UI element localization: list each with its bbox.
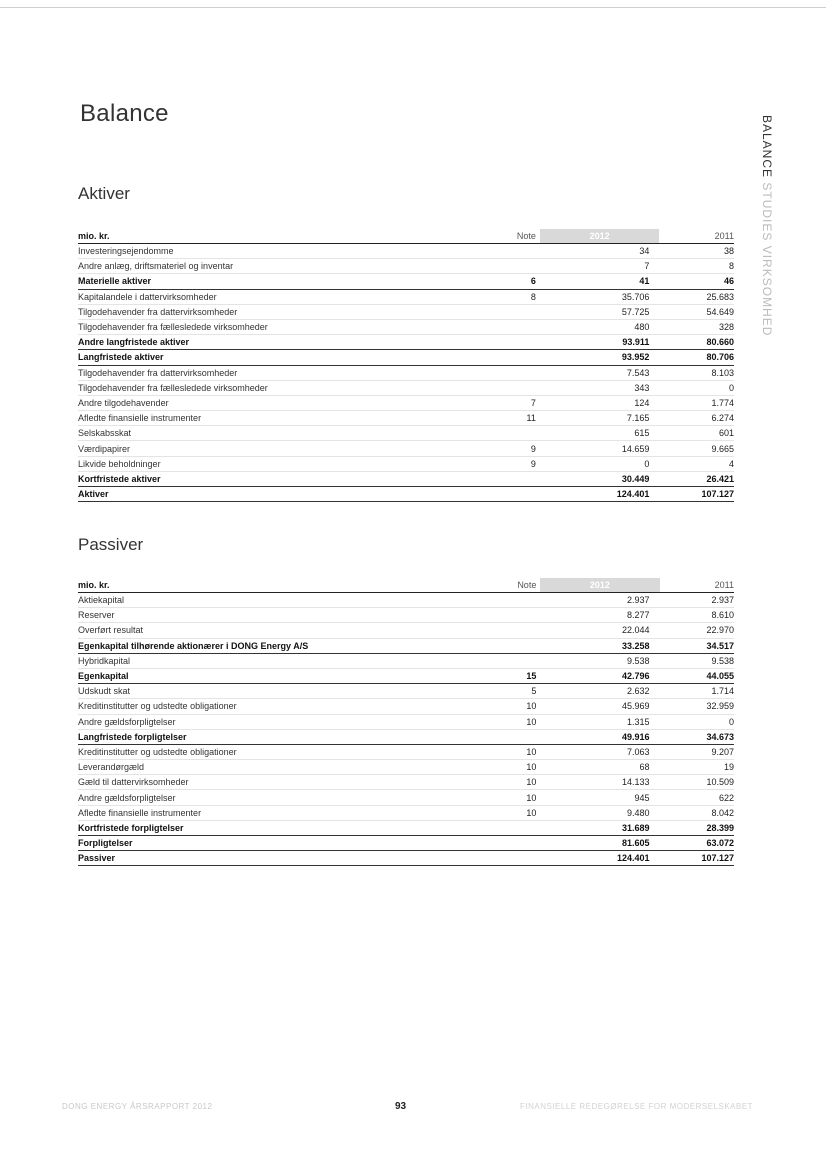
row-note xyxy=(493,653,540,668)
row-value-2011: 54.649 xyxy=(659,304,734,319)
row-value-2012: 33.258 xyxy=(540,638,659,653)
row-note: 7 xyxy=(493,395,540,410)
row-note: 10 xyxy=(493,775,540,790)
row-value-2011: 34.673 xyxy=(660,729,734,744)
row-note xyxy=(493,319,540,334)
row-value-2011: 8.610 xyxy=(660,608,734,623)
row-value-2011: 44.055 xyxy=(660,668,734,683)
row-value-2012: 14.133 xyxy=(540,775,659,790)
row-value-2011: 1.774 xyxy=(659,395,734,410)
row-note xyxy=(493,729,540,744)
row-value-2012: 30.449 xyxy=(540,471,659,486)
row-label: Tilgodehavender fra dattervirksomheder xyxy=(78,365,493,380)
row-value-2011: 80.706 xyxy=(659,350,734,365)
row-value-2011: 328 xyxy=(659,319,734,334)
table-row xyxy=(78,274,734,289)
page-number: 93 xyxy=(395,1101,407,1112)
table-row xyxy=(78,638,734,653)
aktiver-section-title: Aktiver xyxy=(78,184,130,203)
row-value-2012: 42.796 xyxy=(540,668,659,683)
row-label: Kapitalandele i dattervirksomheder xyxy=(78,289,493,304)
row-value-2012: 480 xyxy=(540,319,659,334)
row-label: Leverandørgæld xyxy=(78,760,493,775)
row-value-2012: 45.969 xyxy=(540,699,659,714)
footer-section-name: FINANSIELLE REDEGØRELSE FOR MODERSELSKABET xyxy=(520,1102,754,1111)
side-label-main: BALANCE xyxy=(760,115,774,179)
row-label: Kreditinstitutter og udstedte obligationer xyxy=(78,744,493,759)
row-note xyxy=(493,836,540,851)
row-label: Afledte finansielle instrumenter xyxy=(78,411,493,426)
table-row xyxy=(78,744,734,759)
row-note: 10 xyxy=(493,760,540,775)
row-value-2011: 107.127 xyxy=(660,851,734,866)
row-value-2012: 81.605 xyxy=(540,836,659,851)
row-note xyxy=(493,350,540,365)
row-value-2011: 80.660 xyxy=(659,335,734,350)
row-note: 15 xyxy=(493,668,540,683)
page-title: Balance xyxy=(80,100,169,127)
aktiver-header-note: Note xyxy=(493,229,540,244)
aktiver-header-unit: mio. kr. xyxy=(78,229,493,244)
row-value-2012: 49.916 xyxy=(540,729,659,744)
passiver-header-2012: 2012 xyxy=(540,578,659,593)
table-row xyxy=(78,319,734,334)
row-note: 10 xyxy=(493,699,540,714)
table-row xyxy=(78,259,734,274)
row-note: 6 xyxy=(493,274,540,289)
passiver-header-note: Note xyxy=(493,578,540,593)
row-label: Tilgodehavender fra dattervirksomheder xyxy=(78,304,493,319)
row-label: Langfristede aktiver xyxy=(78,350,493,365)
table-row xyxy=(78,441,734,456)
row-note xyxy=(493,365,540,380)
row-value-2012: 124.401 xyxy=(540,851,659,866)
side-label-muted: STUDIES VIRKSOMHED xyxy=(760,182,774,337)
table-row xyxy=(78,289,734,304)
row-label: Investeringsejendomme xyxy=(78,244,493,259)
row-note: 10 xyxy=(493,744,540,759)
table-row xyxy=(78,760,734,775)
row-value-2011: 2.937 xyxy=(660,593,734,608)
row-note: 8 xyxy=(493,289,540,304)
row-value-2012: 124.401 xyxy=(540,487,659,502)
row-note xyxy=(493,244,540,259)
table-row xyxy=(78,411,734,426)
row-value-2012: 57.725 xyxy=(540,304,659,319)
table-row xyxy=(78,380,734,395)
row-value-2011: 9.207 xyxy=(660,744,734,759)
row-label: Overført resultat xyxy=(78,623,493,638)
passiver-header-unit: mio. kr. xyxy=(78,578,493,593)
row-value-2012: 41 xyxy=(540,274,659,289)
row-label: Forpligtelser xyxy=(78,836,493,851)
row-label: Afledte finansielle instrumenter xyxy=(78,805,493,820)
table-row xyxy=(78,851,734,866)
row-note xyxy=(493,820,540,835)
table-row xyxy=(78,699,734,714)
row-note: 5 xyxy=(493,684,540,699)
table-row xyxy=(78,487,734,502)
table-row xyxy=(78,714,734,729)
row-value-2011: 622 xyxy=(660,790,734,805)
table-row xyxy=(78,729,734,744)
passiver-header-2011: 2011 xyxy=(660,578,734,593)
row-value-2011: 1.714 xyxy=(660,684,734,699)
row-label: Andre langfristede aktiver xyxy=(78,335,493,350)
row-value-2012: 1.315 xyxy=(540,714,659,729)
aktiver-header-row xyxy=(78,229,734,244)
row-value-2011: 4 xyxy=(659,456,734,471)
table-row xyxy=(78,653,734,668)
row-value-2012: 7.165 xyxy=(540,411,659,426)
table-row xyxy=(78,593,734,608)
row-value-2011: 38 xyxy=(659,244,734,259)
row-value-2012: 124 xyxy=(540,395,659,410)
table-row xyxy=(78,365,734,380)
row-value-2011: 8 xyxy=(659,259,734,274)
top-rule xyxy=(0,7,826,8)
row-value-2011: 32.959 xyxy=(660,699,734,714)
row-value-2012: 9.538 xyxy=(540,653,659,668)
row-value-2012: 7.063 xyxy=(540,744,659,759)
row-value-2011: 0 xyxy=(660,714,734,729)
table-row xyxy=(78,335,734,350)
row-label: Andre gældsforpligtelser xyxy=(78,790,493,805)
row-value-2011: 10.509 xyxy=(660,775,734,790)
row-value-2011: 22.970 xyxy=(660,623,734,638)
row-value-2012: 9.480 xyxy=(540,805,659,820)
row-value-2012: 31.689 xyxy=(540,820,659,835)
row-label: Aktiver xyxy=(78,487,493,502)
row-value-2012: 22.044 xyxy=(540,623,659,638)
row-value-2011: 25.683 xyxy=(659,289,734,304)
row-value-2011: 0 xyxy=(659,380,734,395)
row-value-2012: 945 xyxy=(540,790,659,805)
footer-report-name: DONG ENERGY ÅRSRAPPORT 2012 xyxy=(62,1102,213,1111)
row-note: 9 xyxy=(493,441,540,456)
row-label: Egenkapital xyxy=(78,668,493,683)
row-note xyxy=(493,608,540,623)
row-value-2012: 7.543 xyxy=(540,365,659,380)
row-value-2012: 93.911 xyxy=(540,335,659,350)
row-note: 9 xyxy=(493,456,540,471)
table-row xyxy=(78,775,734,790)
row-label: Reserver xyxy=(78,608,493,623)
table-row xyxy=(78,471,734,486)
row-note xyxy=(493,471,540,486)
side-section-label xyxy=(760,115,774,336)
table-row xyxy=(78,623,734,638)
table-row xyxy=(78,820,734,835)
row-label: Andre tilgodehavender xyxy=(78,395,493,410)
row-value-2012: 7 xyxy=(540,259,659,274)
row-value-2012: 343 xyxy=(540,380,659,395)
table-row xyxy=(78,608,734,623)
table-row xyxy=(78,836,734,851)
row-label: Selskabsskat xyxy=(78,426,493,441)
row-value-2011: 63.072 xyxy=(660,836,734,851)
table-row xyxy=(78,244,734,259)
row-label: Passiver xyxy=(78,851,493,866)
row-value-2011: 26.421 xyxy=(659,471,734,486)
row-label: Kortfristede aktiver xyxy=(78,471,493,486)
passiver-table xyxy=(78,578,734,866)
row-note xyxy=(493,380,540,395)
row-note xyxy=(493,851,540,866)
row-label: Kreditinstitutter og udstedte obligationer xyxy=(78,699,493,714)
row-note: 10 xyxy=(493,790,540,805)
row-value-2012: 0 xyxy=(540,456,659,471)
aktiver-table xyxy=(78,229,734,502)
row-label: Egenkapital tilhørende aktionærer i DONG Energy A/S xyxy=(78,638,493,653)
row-label: Udskudt skat xyxy=(78,684,493,699)
row-label: Langfristede forpligtelser xyxy=(78,729,493,744)
row-note: 10 xyxy=(493,714,540,729)
row-note xyxy=(493,593,540,608)
row-value-2011: 9.665 xyxy=(659,441,734,456)
row-note xyxy=(493,623,540,638)
table-row xyxy=(78,304,734,319)
row-value-2012: 14.659 xyxy=(540,441,659,456)
row-value-2011: 46 xyxy=(659,274,734,289)
table-row xyxy=(78,350,734,365)
row-label: Andre gældsforpligtelser xyxy=(78,714,493,729)
row-label: Værdipapirer xyxy=(78,441,493,456)
row-label: Materielle aktiver xyxy=(78,274,493,289)
table-row xyxy=(78,668,734,683)
row-value-2012: 93.952 xyxy=(540,350,659,365)
row-note: 10 xyxy=(493,805,540,820)
table-row xyxy=(78,456,734,471)
table-row xyxy=(78,426,734,441)
row-label: Gæld til dattervirksomheder xyxy=(78,775,493,790)
row-value-2012: 615 xyxy=(540,426,659,441)
table-row xyxy=(78,684,734,699)
row-label: Tilgodehavender fra fællesledede virksomheder xyxy=(78,380,493,395)
row-note: 11 xyxy=(493,411,540,426)
row-label: Hybridkapital xyxy=(78,653,493,668)
table-row xyxy=(78,805,734,820)
row-value-2012: 35.706 xyxy=(540,289,659,304)
table-row xyxy=(78,395,734,410)
passiver-section-title: Passiver xyxy=(78,535,144,554)
aktiver-header-2011: 2011 xyxy=(659,229,734,244)
row-label: Andre anlæg, driftsmateriel og inventar xyxy=(78,259,493,274)
row-value-2011: 28.399 xyxy=(660,820,734,835)
row-note xyxy=(493,259,540,274)
row-value-2011: 107.127 xyxy=(659,487,734,502)
row-label: Aktiekapital xyxy=(78,593,493,608)
row-value-2012: 2.937 xyxy=(540,593,659,608)
row-note xyxy=(493,335,540,350)
row-value-2011: 8.042 xyxy=(660,805,734,820)
row-value-2011: 34.517 xyxy=(660,638,734,653)
row-note xyxy=(493,487,540,502)
table-row xyxy=(78,790,734,805)
row-value-2011: 8.103 xyxy=(659,365,734,380)
row-value-2012: 68 xyxy=(540,760,659,775)
row-value-2011: 601 xyxy=(659,426,734,441)
row-label: Kortfristede forpligtelser xyxy=(78,820,493,835)
passiver-header-row xyxy=(78,578,734,593)
row-value-2012: 2.632 xyxy=(540,684,659,699)
row-value-2012: 8.277 xyxy=(540,608,659,623)
row-value-2012: 34 xyxy=(540,244,659,259)
row-note xyxy=(493,304,540,319)
row-value-2011: 9.538 xyxy=(660,653,734,668)
row-value-2011: 19 xyxy=(660,760,734,775)
row-note xyxy=(493,638,540,653)
row-value-2011: 6.274 xyxy=(659,411,734,426)
row-label: Likvide beholdninger xyxy=(78,456,493,471)
row-note xyxy=(493,426,540,441)
aktiver-header-2012: 2012 xyxy=(540,229,659,244)
row-label: Tilgodehavender fra fællesledede virksomheder xyxy=(78,319,493,334)
